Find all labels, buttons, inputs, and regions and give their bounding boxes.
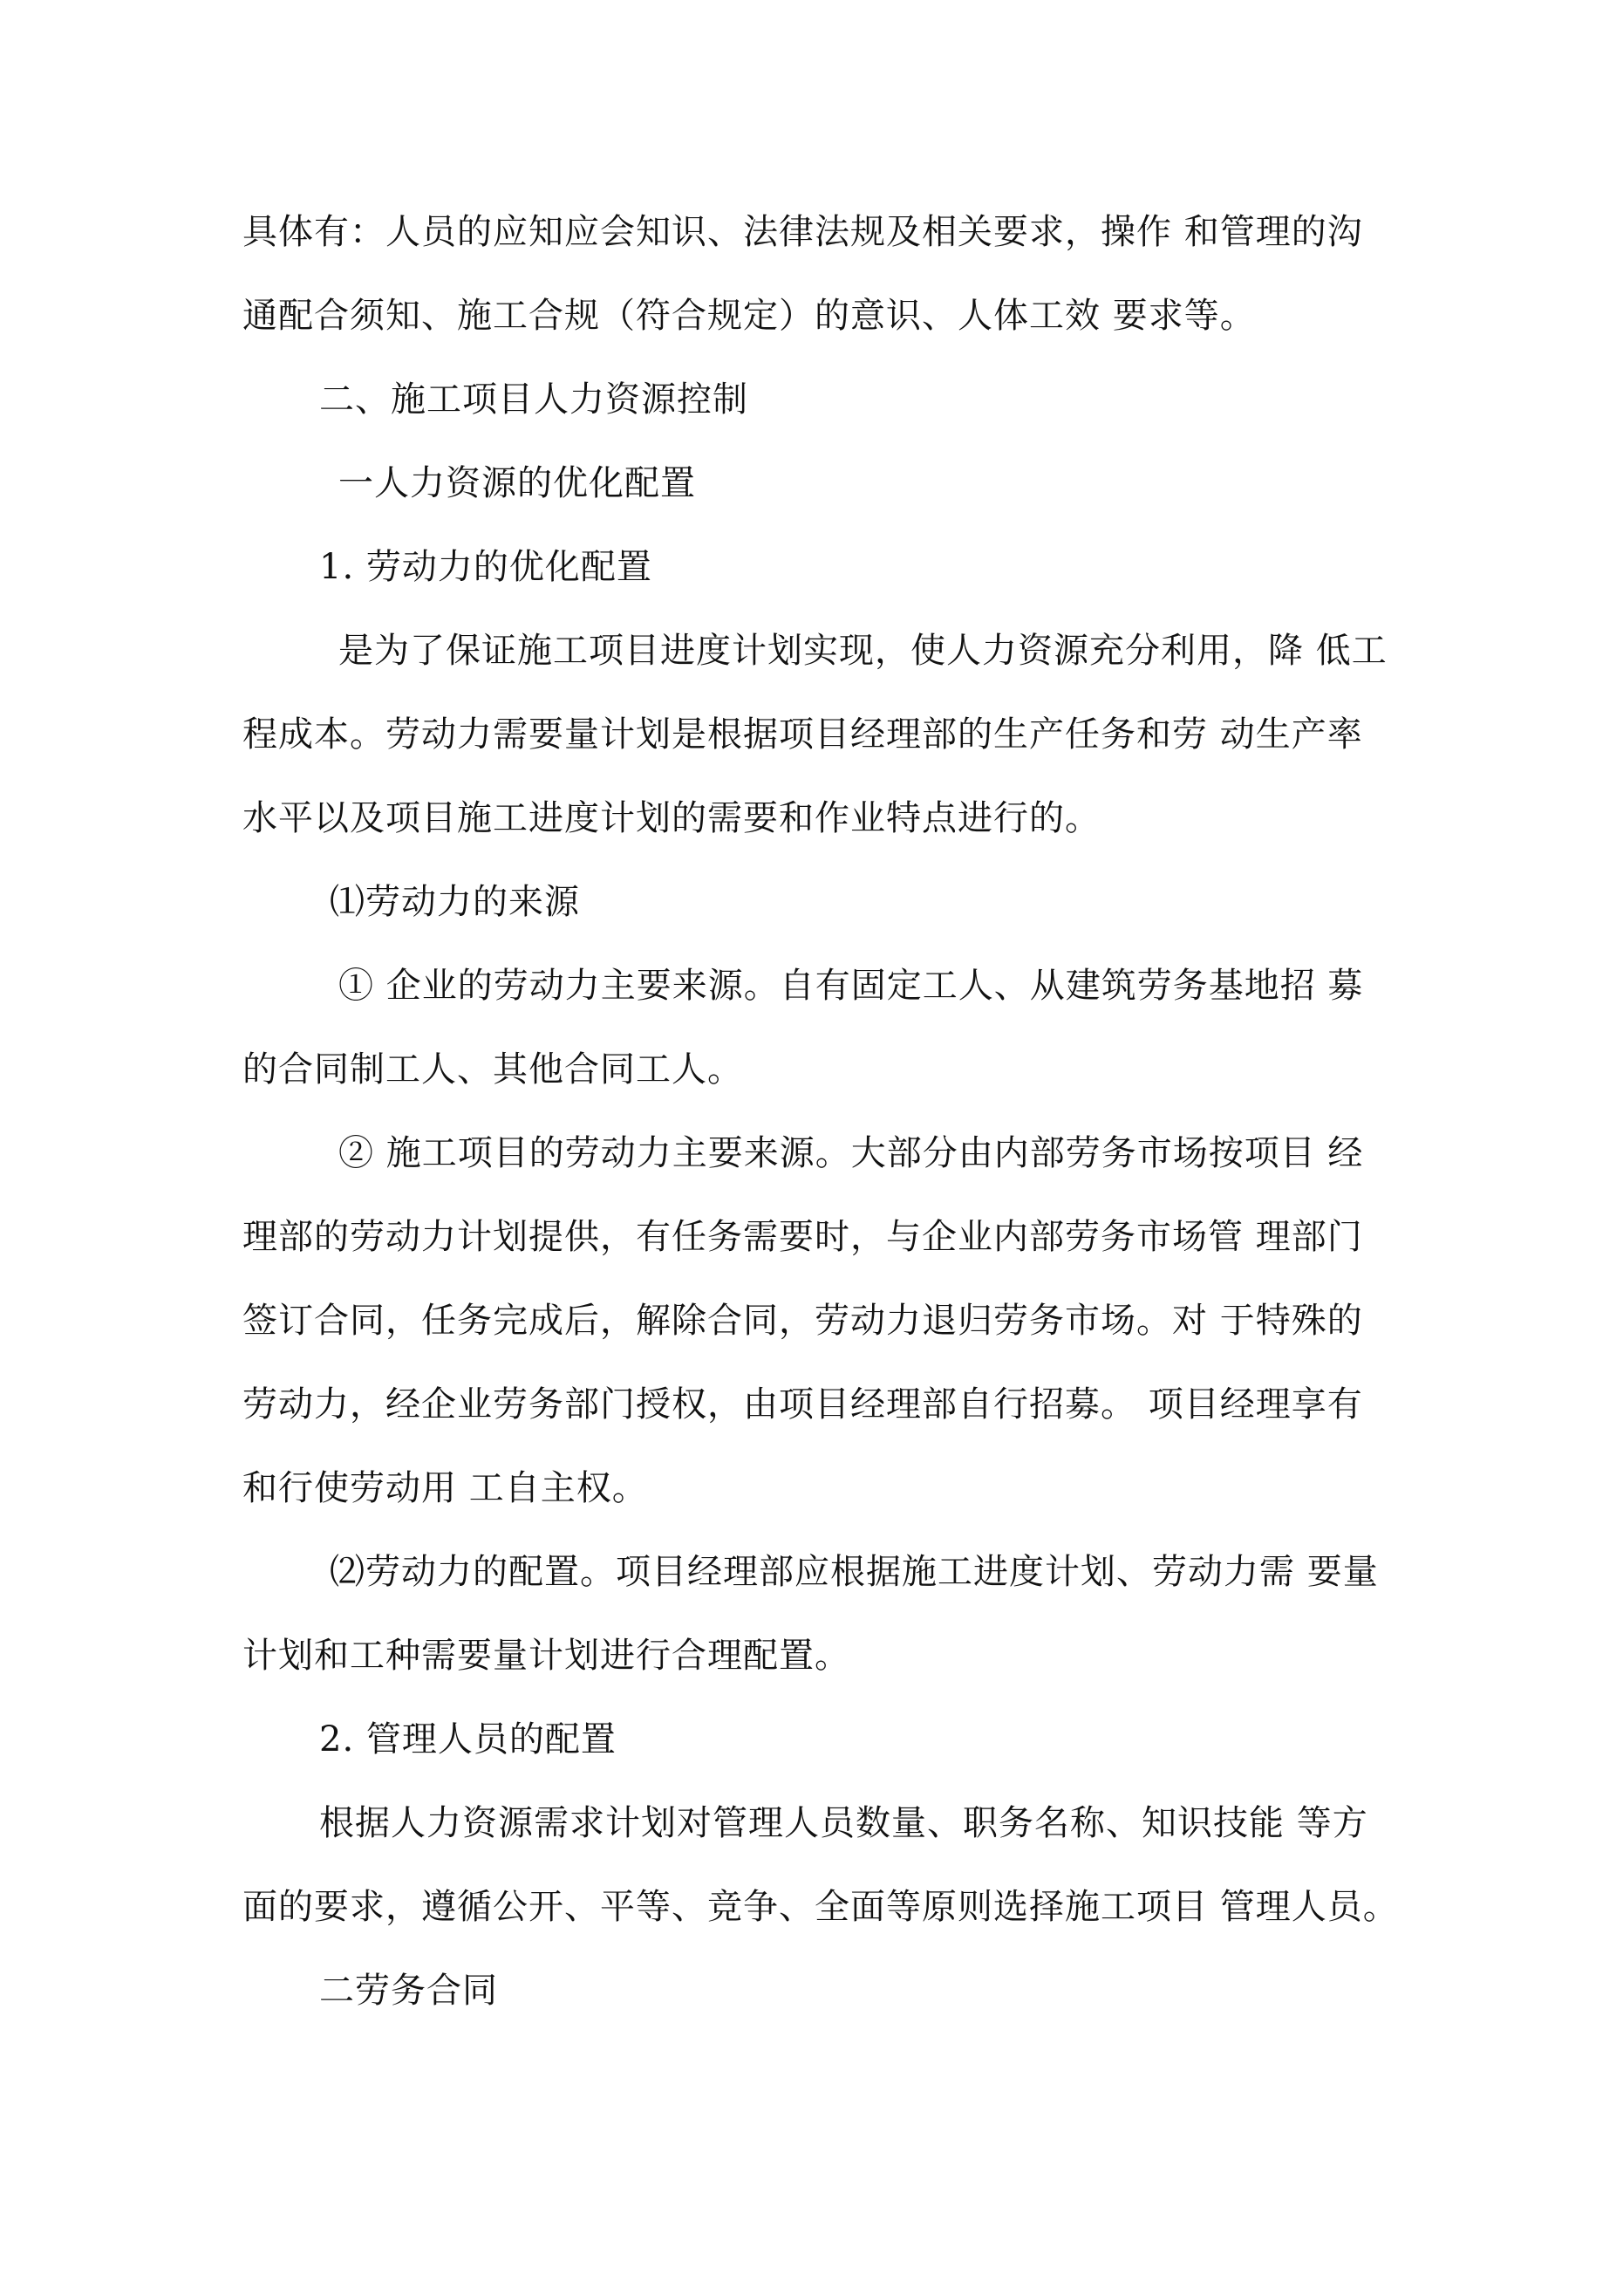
paragraph-line: ⑵劳动力的配置。项目经理部应根据施工进度计划、劳动力需 要量 (330, 1552, 1379, 1592)
section-heading: 二、施工项目人力资源控制 (319, 379, 748, 420)
subsection-heading: 二劳务合同 (319, 1971, 498, 2011)
paragraph-line: 劳动力，经企业劳务部门授权，由项目经理部自行招募。 项目经理享有 (242, 1384, 1363, 1425)
numbered-heading: 1. 劳动力的优化配置 (319, 547, 652, 587)
paragraph-line: ① 企业的劳动力主要来源。自有固定工人、从建筑劳务基地招 募 (338, 966, 1364, 1006)
paragraph-line: 计划和工种需要量计划进行合理配置。 (242, 1636, 850, 1676)
paragraph-line: 根据人力资源需求计划对管理人员数量、职务名称、知识技能 等方 (319, 1803, 1368, 1843)
paragraph-line: 理部的劳动力计划提供，有任务需要时，与企业内部劳务市场管 理部门 (242, 1217, 1363, 1257)
numbered-heading: 2. 管理人员的配置 (319, 1719, 617, 1760)
paragraph-line: 面的要求，遵循公开、平等、竞争、全面等原则选择施工项目 管理人员。 (242, 1887, 1399, 1927)
paragraph-line: 签订合同，任务完成后，解除合同，劳动力退归劳务市场。对 于特殊的 (242, 1301, 1363, 1341)
list-heading: ⑴劳动力的来源 (330, 882, 580, 922)
paragraph-line: 水平以及项目施工进度计划的需要和作业特点进行的。 (242, 798, 1101, 838)
paragraph-line: 和行使劳动用 工自主权。 (242, 1468, 648, 1508)
paragraph-line: ② 施工项目的劳动力主要来源。大部分由内部劳务市场按项目 经 (338, 1133, 1364, 1173)
paragraph-line: 的合同制工人、其他合同工人。 (242, 1049, 743, 1090)
paragraph-line: 具体有：人员的应知应会知识、法律法规及相关要求，操作 和管理的沟 (242, 212, 1363, 252)
paragraph-line: 是为了保证施工项目进度计划实现，使人力资源充分利用，降 低工 (338, 631, 1388, 671)
paragraph-line: 通配合须知、施工合规（符合规定）的意识、人体工效 要求等。 (242, 296, 1256, 336)
paragraph-line: 程成本。劳动力需要量计划是根据项目经理部的生产任务和劳 动生产率 (242, 714, 1363, 755)
subsection-heading: 一人力资源的优化配置 (338, 463, 696, 503)
